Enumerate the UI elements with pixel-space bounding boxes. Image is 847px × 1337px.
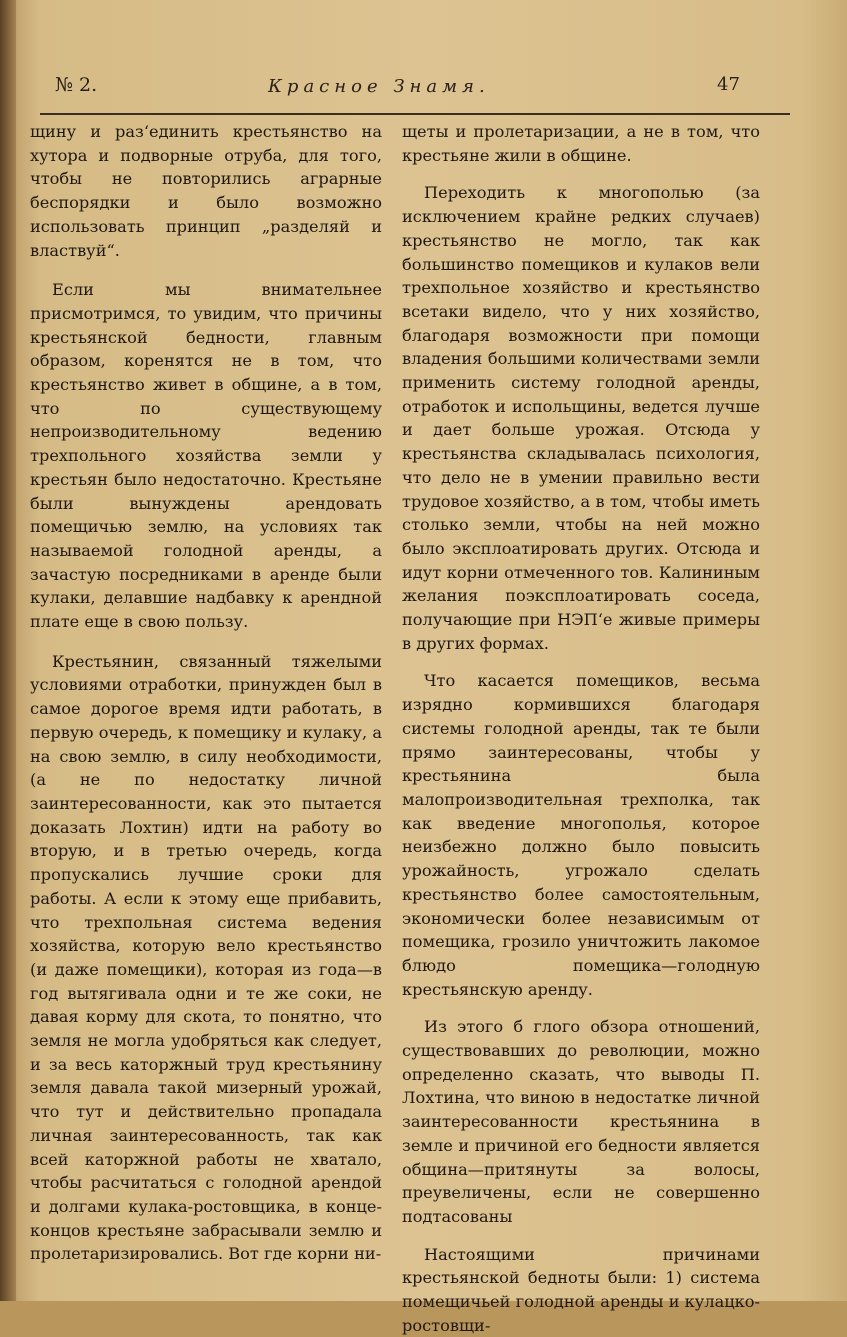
left-column [30,120,382,1266]
book-spine [0,0,16,1301]
paragraph: щину и раз‘единить крестьянство на хутора и подворные отруба, для того, чтобы не повторились аграрные беспорядки и было возможно использовать принцип „разделяй и властвуй“. [30,122,382,260]
issue-number: № 2. [55,74,98,96]
paragraph: щеты и пролетаризации, а не в том, что крестьяне жили в общине. [402,122,760,165]
right-column [402,120,760,1337]
page-header [0,74,847,104]
paragraph: Что касается помещиков, весьма изрядно кормившихся благодаря системы голодной аренды, так те были прямо заинтересованы, чтобы у крестьянина была малопроизводительная трехполка, так как введение многополья, которое неизбежно должно было повысить урожайность, угрожало сделать крестьянство более самостоятельным, экономически более независимым от помещика, грозило уничтожить лакомое блюдо помещика—голодную крестьянскую аренду. [402,671,760,999]
paragraph: Крестьянин, связанный тяжелыми условиями отработки, принужден был в самое дорогое время идти работать, в первую очередь, к помещику и кулаку, а на свою землю, в силу необходимости, (а не по недостатку личной заинтересованности, как это пытается доказать Лохтин) идти на работу во вторую, и в третью очередь, когда пропускались лучшие сроки для работы. А если к этому еще прибавить, что трехпольная система ведения хозяйства, которую вело крестьянство (и даже помещики), которая из года—в год вытягивала одни и те же соки, не давая корму для скота, то понятно, что земля не могла удобряться как следует, и за весь каторжный труд крестьянину земля давала такой мизерный урожай, что тут и действительно пропадала личная заинтересованность, так как всей каторжной работы не хватало, чтобы расчитаться с голодной арендой и долгами кулака-ростовщика, в конце-концов крестьяне забрасывали землю и пролетаризировались. Вот где корни ни- [30,651,382,1264]
header-rule [40,113,790,115]
page-number: 47 [717,74,740,95]
paragraph: Переходить к многополью (за исключением крайне редких случаев) крестьянство не могло, так как большинство помещиков и кулаков вели трехпольное хозяйство и крестьянство всетаки видело, что у них хозяйство, благодаря возможности при помощи владения большими количествами земли применить систему голодной аренды, отработок и испольщины, ведется лучше и дает больше урожая. Отсюда у крестьянства складывалась психология, что дело не в умении правильно вести трудовое хозяйство, а в том, чтобы иметь столько земли, чтобы на ней можно было эксплоатировать других. Отсюда и идут корни отмеченного тов. Калининым желания поэксплоатировать соседа, получающие при НЭП‘е живые примеры в других формах. [402,183,760,653]
paragraph: Если мы внимательнее присмотримся, то увидим, что причины крестьянской бедности, главным образом, коренятся не в том, что крестьянство живет в общине, а в том, что по существующему непроизводительному ведению трехпольного хозяйства земли у крестьян было недостаточно. Крестьяне были вынуждены арендовать помещичью землю, на условиях так называемой голодной аренды, а зачастую посредниками в аренде были кулаки, делавшие надбавку к арендной плате еще в свою пользу. [30,280,382,632]
paragraph: Настоящими причинами крестьянской бедноты были: 1) система помещичьей голодной аренды и кулацко-ростовщи- [402,1244,760,1335]
paragraph: Из этого б глого обзора отношений, существовавших до революции, можно определенно сказать, что выводы П. Лохтина, что виною в недостатке личной заинтересованности крестьянина в земле и причиной его бедности является община—притянуты за волосы, преувеличены, если не совершенно подтасованы [402,1017,760,1226]
journal-title: Красное Знамя. [268,76,490,97]
